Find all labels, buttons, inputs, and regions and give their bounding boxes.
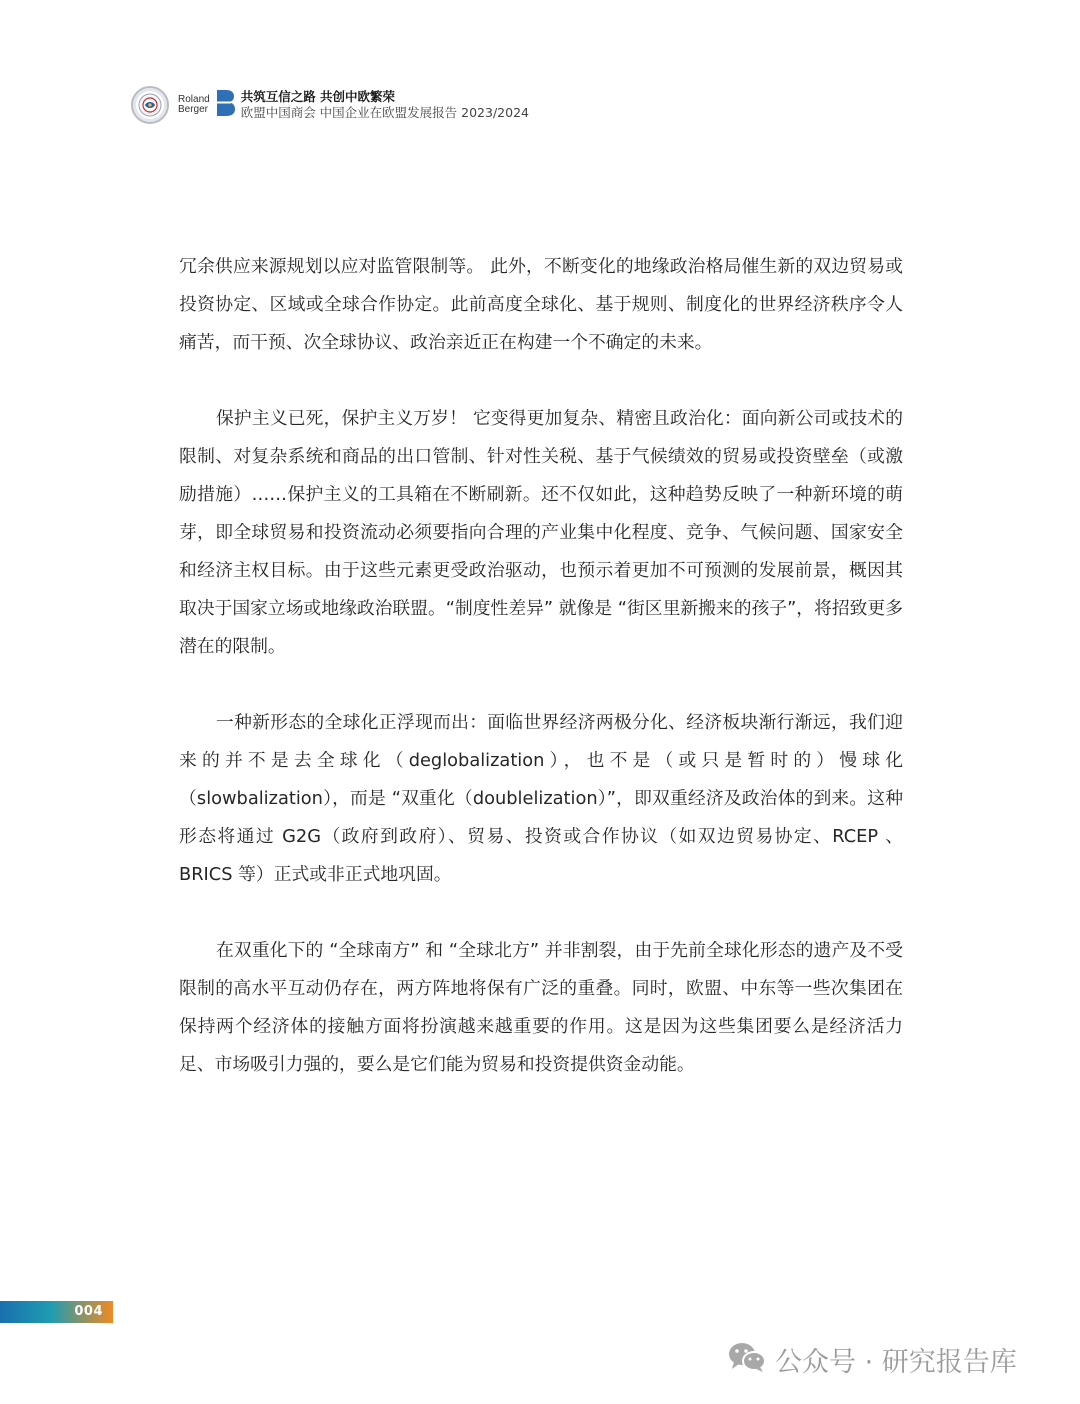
brand-line-2: Berger (178, 104, 209, 115)
watermark-text: 公众号 · 研究报告库 (775, 1346, 1017, 1378)
page-number-tab (0, 1301, 113, 1323)
paragraph: 冗余供应来源规划以应对监管限制等。 此外，不断变化的地缘政治格局催生新的双边贸易或投资协定、区域或全球合作协定。此前高度全球化、基于规则、制度化的世界经济秩序令人痛苦，而干预、次全球协议、政治亲近正在构建一个不确定的未来。 (179, 256, 903, 353)
report-tagline: 共筑互信之路 共创中欧繁荣 (240, 89, 396, 104)
paragraph: 一种新形态的全球化正浮现而出：面临世界经济两极分化、经济板块渐行渐远，我们迎来的并不是去全球化（deglobalization），也不是（或只是暂时的）慢球化（slowbalization），而是 “双重化（doublelization）”，即双重经济及政治体的到来。这种形态将通过 G2G（政府到政府）、贸易、投资或合作协议（如双边贸易协定、RCEP 、BRICS 等）正式或非正式地巩固。 (179, 712, 903, 885)
paragraph: 保护主义已死，保护主义万岁！ 它变得更加复杂、精密且政治化：面向新公司或技术的限制、对复杂系统和商品的出口管制、针对性关税、基于气候绩效的贸易或投资壁垒（或激励措施）……保护主义的工具箱在不断刷新。还不仅如此，这种趋势反映了一种新环境的萌芽，即全球贸易和投资流动必须要指向合理的产业集中化程度、竞争、气候问题、国家安全和经济主权目标。由于这些元素更受政治驱动，也预示着更加不可预测的发展前景，概因其取决于国家立场或地缘政治联盟。“制度性差异” 就像是 “街区里新搬来的孩子”，将招致更多潜在的限制。 (179, 408, 903, 657)
report-header (131, 86, 529, 124)
paragraph: 在双重化下的 “全球南方” 和 “全球北方” 并非割裂，由于先前全球化形态的遗产及不受限制的高水平互动仍存在，两方阵地将保有广泛的重叠。同时，欧盟、中东等一些次集团在保持两个经济体的接触方面将扮演越来越重要的作用。这是因为这些集团要么是经济活力足、市场吸引力强的，要么是它们能为贸易和投资提供资金动能。 (179, 940, 903, 1075)
header-text (241, 89, 529, 121)
page-number: 004 (74, 1304, 103, 1319)
roland-berger-wordmark (178, 95, 210, 115)
watermark (727, 1339, 1017, 1379)
chamber-seal-logo (131, 86, 169, 124)
body-text (179, 248, 903, 1122)
brand-line-1: Roland (178, 94, 210, 105)
report-subtitle: 欧盟中国商会 中国企业在欧盟发展报告 2023/2024 (240, 105, 529, 120)
wechat-icon (727, 1340, 767, 1378)
roland-berger-b-logo (215, 89, 236, 121)
